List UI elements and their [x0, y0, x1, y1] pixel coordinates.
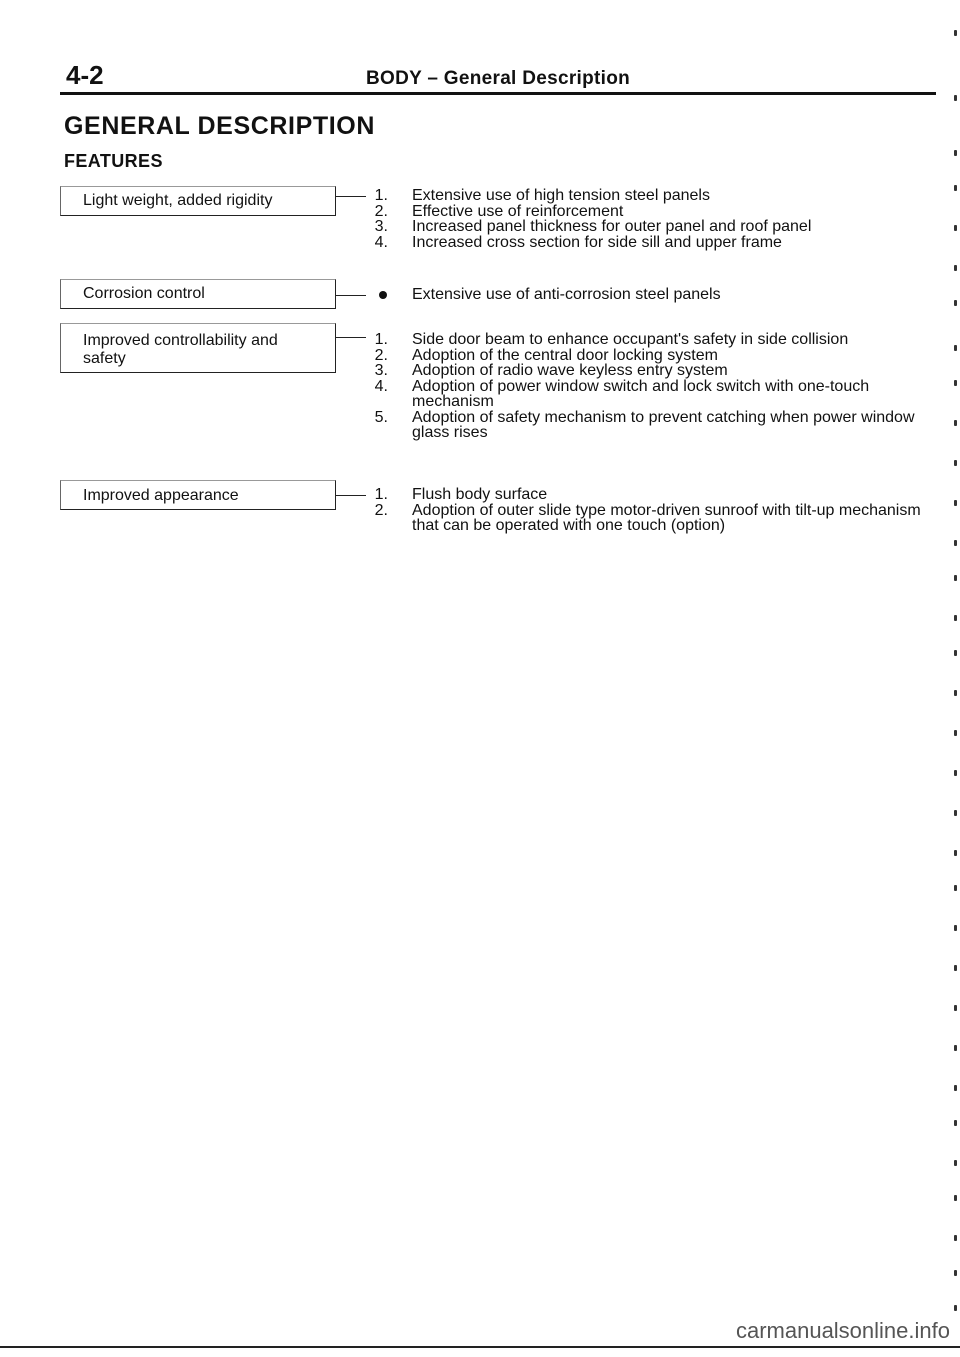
feature-label: Corrosion control — [83, 285, 205, 302]
subsection-title: FEATURES — [64, 151, 163, 171]
list-item: Extensive use of anti-corrosion steel panels — [366, 287, 936, 303]
binding-marks — [952, 0, 960, 1357]
feature-box-controllability — [60, 323, 336, 373]
header-title: BODY – General Description — [366, 68, 631, 89]
connector-line — [336, 337, 366, 338]
feature-label: Light weight, added rigidity — [83, 192, 273, 209]
feature-item-list — [366, 487, 936, 534]
bullet-icon — [379, 291, 387, 299]
page-number: 4-2 — [66, 60, 104, 90]
list-item: 4. Increased cross section for side sill and upper frame — [374, 233, 782, 251]
watermark: carmanualsonline.info — [735, 1318, 950, 1343]
list-item: 5. Adoption of safety mechanism to prevent catching when power window glass rises — [374, 408, 915, 441]
list-item: 1. Side door beam to enhance occupant's safety in side collision — [374, 331, 849, 348]
connector-line — [336, 495, 366, 496]
feature-box-corrosion — [60, 279, 336, 309]
feature-item-list — [366, 332, 936, 441]
feature-box-appearance — [60, 480, 336, 510]
connector-line — [336, 295, 366, 296]
feature-box-light-weight — [60, 186, 336, 216]
bottom-rule — [0, 1346, 960, 1348]
list-item: 3. Increased panel thickness for outer panel and roof panel — [374, 218, 812, 235]
list-item: 2. Adoption of the central door locking system — [374, 346, 718, 364]
connector-line — [336, 196, 366, 197]
feature-label: Improved appearance — [83, 487, 239, 504]
feature-label: Improved controllability and safety — [83, 332, 278, 367]
list-item: 4. Adoption of power window switch and lock switch with one-touch mechanism — [374, 377, 870, 410]
feature-item-list — [366, 188, 936, 250]
feature-item-list — [366, 287, 936, 303]
section-title: GENERAL DESCRIPTION — [64, 112, 375, 140]
list-item: 1. Flush body surface — [374, 486, 548, 503]
list-item: 2. Adoption of outer slide type motor-driven sunroof with tilt-up mechanism that can be operated with one touch (option) — [374, 501, 921, 534]
list-item: 3. Adoption of radio wave keyless entry system — [374, 362, 728, 379]
header-rule — [60, 92, 936, 95]
list-item: 2. Effective use of reinforcement — [374, 202, 624, 220]
list-item: 1. Extensive use of high tension steel panels — [374, 187, 710, 204]
